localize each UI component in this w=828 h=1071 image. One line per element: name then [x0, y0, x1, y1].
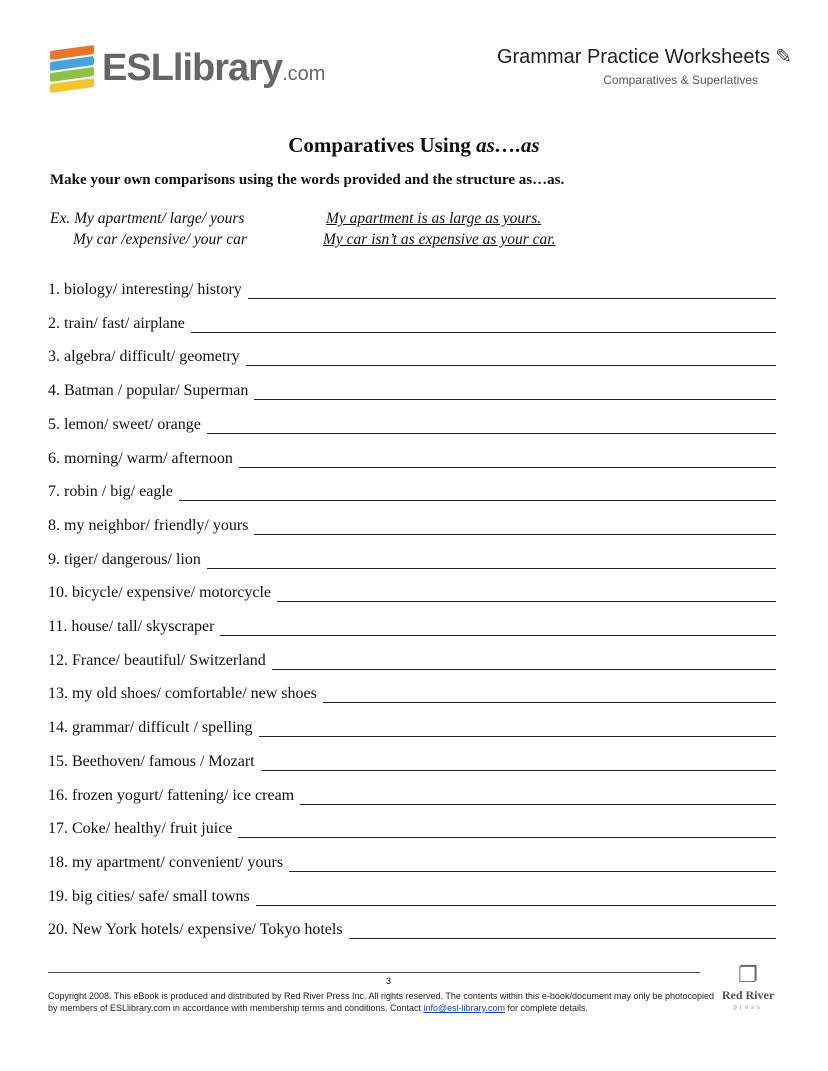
- exercise-item: [48, 313, 776, 333]
- answer-line[interactable]: [289, 856, 776, 872]
- example-answer: My apartment is as large as yours.: [326, 210, 542, 227]
- exercise-prompt: 11. house/ tall/ skyscraper: [48, 618, 215, 635]
- answer-line[interactable]: [272, 654, 776, 670]
- exercise-item: [48, 279, 776, 299]
- exercise-prompt: 1. biology/ interesting/ history: [48, 281, 242, 298]
- exercise-prompt: 4. Batman / popular/ Superman: [48, 382, 249, 400]
- pencil-icon: ✎: [775, 46, 792, 68]
- answer-line[interactable]: [349, 923, 776, 939]
- books-icon: [48, 44, 98, 92]
- exercise-prompt: 2. train/ fast/ airplane: [48, 314, 185, 332]
- exercise-item: [48, 717, 776, 737]
- page-number: 3: [386, 976, 392, 986]
- answer-line[interactable]: [239, 452, 776, 468]
- exercise-prompt: 5. lemon/ sweet/ orange: [48, 415, 201, 433]
- exercise-prompt: 15. Beethoven/ famous / Mozart: [48, 752, 255, 770]
- exercise-item: [48, 785, 776, 805]
- answer-line[interactable]: [323, 687, 776, 703]
- instruction: Make your own comparisons using the words provided and the structure as…as.: [50, 172, 565, 188]
- exercise-item: [48, 582, 776, 602]
- header-right: [496, 46, 792, 87]
- exercise-prompt: 9. tiger/ dangerous/ lion: [48, 550, 201, 568]
- exercise-item: [48, 515, 776, 535]
- exercise-prompt: 12. France/ beautiful/ Switzerland: [48, 651, 266, 669]
- exercise-prompt: 10. bicycle/ expensive/ motorcycle: [48, 584, 272, 602]
- series-subtitle: Comparatives & Superlatives: [603, 73, 758, 87]
- answer-line[interactable]: [259, 721, 776, 737]
- answer-line[interactable]: [248, 283, 776, 299]
- exercise-item: [48, 919, 776, 939]
- answer-line[interactable]: [300, 789, 776, 805]
- exercise-prompt: 13. my old shoes/ comfortable/ new shoes: [48, 685, 317, 703]
- answer-line[interactable]: [256, 890, 776, 906]
- answer-line[interactable]: [207, 553, 776, 569]
- exercise-prompt: 8. my neighbor/ friendly/ yours: [48, 516, 249, 534]
- exercise-item: [48, 751, 776, 771]
- exercise-item: [48, 886, 776, 906]
- exercise-item: [48, 549, 776, 569]
- answer-line[interactable]: [254, 519, 776, 535]
- pages-icon: ❐: [738, 962, 758, 987]
- exercise-prompt: 14. grammar/ difficult / spelling: [48, 719, 253, 737]
- answer-line[interactable]: [238, 822, 776, 838]
- answer-line[interactable]: [207, 418, 776, 434]
- exercise-item: [48, 380, 776, 400]
- email-link[interactable]: info@esl-library.com: [423, 1003, 505, 1013]
- answer-line[interactable]: [191, 317, 776, 333]
- exercise-item: [48, 683, 776, 703]
- exercise-item: [48, 650, 776, 670]
- answer-line[interactable]: [261, 755, 776, 771]
- exercise-prompt: 17. Coke/ healthy/ fruit juice: [48, 820, 233, 838]
- answer-line[interactable]: [220, 620, 776, 636]
- footer-divider: [48, 972, 700, 973]
- exercise-prompt: 18. my apartment/ convenient/ yours: [48, 853, 284, 871]
- exercise-item: [48, 818, 776, 838]
- answer-line[interactable]: [254, 384, 776, 400]
- exercise-prompt: 16. frozen yogurt/ fattening/ ice cream: [48, 786, 295, 804]
- exercise-prompt: 19. big cities/ safe/ small towns: [48, 887, 250, 905]
- exercise-item: [48, 414, 776, 434]
- exercise-item: [48, 481, 776, 501]
- answer-line[interactable]: [246, 350, 776, 366]
- exercise-prompt: 7. robin / big/ eagle: [48, 483, 173, 501]
- answer-line[interactable]: [277, 586, 776, 602]
- esl-library-logo: [48, 44, 325, 92]
- exercise-item: [48, 448, 776, 468]
- exercise-item: [48, 346, 776, 366]
- series-title: Grammar Practice Worksheets: [496, 46, 770, 68]
- exercise-item: [48, 616, 776, 636]
- exercise-prompt: 20. New York hotels/ expensive/ Tokyo hotels: [48, 921, 343, 939]
- example-prompt: Ex. My apartment/ large/ yours: [50, 210, 245, 227]
- exercise-item: [48, 852, 776, 872]
- example-answer: My car isn’t as expensive as your car.: [323, 231, 556, 248]
- page-title: Comparatives Using as….as: [288, 133, 540, 157]
- logo-text: ESLlibrary.com: [102, 46, 326, 89]
- exercise-prompt: 6. morning/ warm/ afternoon: [48, 449, 233, 467]
- answer-line[interactable]: [179, 485, 776, 501]
- red-river-logo: ❐ Red River press: [718, 962, 778, 1011]
- example-prompt: My car /expensive/ your car: [73, 231, 247, 248]
- copyright: Copyright 2008. This eBook is produced and distributed by Red River Press Inc. All rights reserved. The contents within this e-book/document may only be photocopied by members of ESLlibrary.com in accordance with membership terms and conditions. Contact info@esl-library.com for complete details.: [48, 991, 715, 1013]
- exercise-prompt: 3. algebra/ difficult/ geometry: [48, 348, 240, 366]
